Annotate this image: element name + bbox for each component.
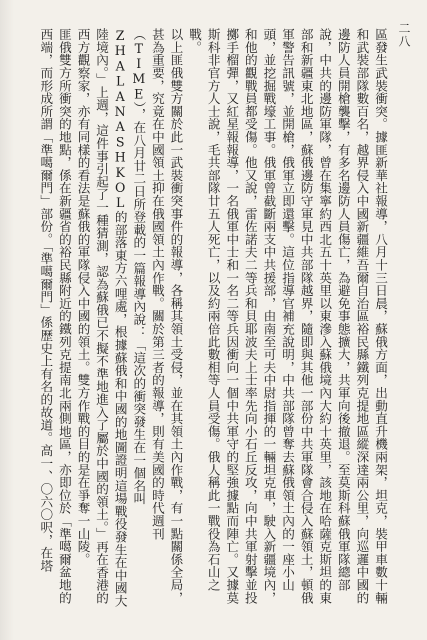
binding-shadow (0, 0, 14, 640)
page-number: 二八 (397, 22, 411, 48)
paragraph-1: 區發生武裝衝突。據匪新華社報導，八月十三日晨，蘇俄方面，出動直升機兩架，坦克，裝甲車數十輛和武裝部隊數百名，越界侵入中國新疆維吾爾自治區裕民縣鐵列克提地區縱深達兩公里，向巡邏中國的邊防人員開槍襲擊，有多名邊防人員傷亡，為避免事態擴大，共軍向後撤退。至莫斯科蘇俄軍隊總部說，中共的邊防軍隊，曾在集寧約西北五十英里以東滲入蘇俄境內大約十英里，該地在哈薩克斯坦的東部和新疆東北地區，蘇俄邊防守軍見中共部隊越界，隨即與其他一部份中共軍隊會合侵入蘇領土，頓俄軍警告訊號，並開槍，俄軍立即還擊。這位指導官補充說明，中共部隊曾奪去蘇俄領土內的一座小山頭，並挖掘戰壕工事。俄軍曾截斷兩支中共援部，由南至可夫中尉指揮的一輛坦克車，駛入新疆境內，和他的觀戰員都受傷。他又說，雷佐諾夫二等兵和貝耶波夫上士率先向小石丘反攻，向中共軍射擊並投擲手榴彈，又紅星報報導，一名俄軍中士和一名二等兵因衝向一個中共軍守的堅強據點而陣亡。又據莫斯科非官方人士說，毛共部隊廿五人死亡，以及約兩倍此數相等人員受傷。俄人稱此一戰役為石山之戰。 (187, 28, 388, 604)
body-text (19, 28, 389, 608)
paragraph-3: 匪俄雙方所衝突的地點，係在新疆省的裕民縣附近的鐵列克提南北兩側地區，亦即位於「準噶爾盆地的西端，而形成所謂「準噶爾門」部份。「準噶爾門」係歷史上有名的故道。高一、〇六〇呎，在塔 (38, 28, 72, 604)
paragraph-2: 以上匪俄雙方關於此一武裝衝突事件的報導，各稱其領土受侵，並在其領土內作戰，有一點關係全局，甚為重要，究竟在中國領土抑在俄國領土內作戰。關於第三者的報導，則有美國的時代週刊（TIME），在八月廿二日所登載的一篇報導內說：「這次的衝突發生在一個名叫ZHALANASHKOL的部落東方六哩處，根據蘇俄和中國的地圖證明這場戰役發生在中國大陸境內。」上週，這件事引起了一種猜測，認為蘇俄已不擬不準地進入了屬於中國的領土。」再在香港的西方觀察家，亦有同樣的看法是蘇俄的軍隊侵入中國的領土。雙方作戰的目的是在爭奪一山陵。 (75, 28, 184, 608)
